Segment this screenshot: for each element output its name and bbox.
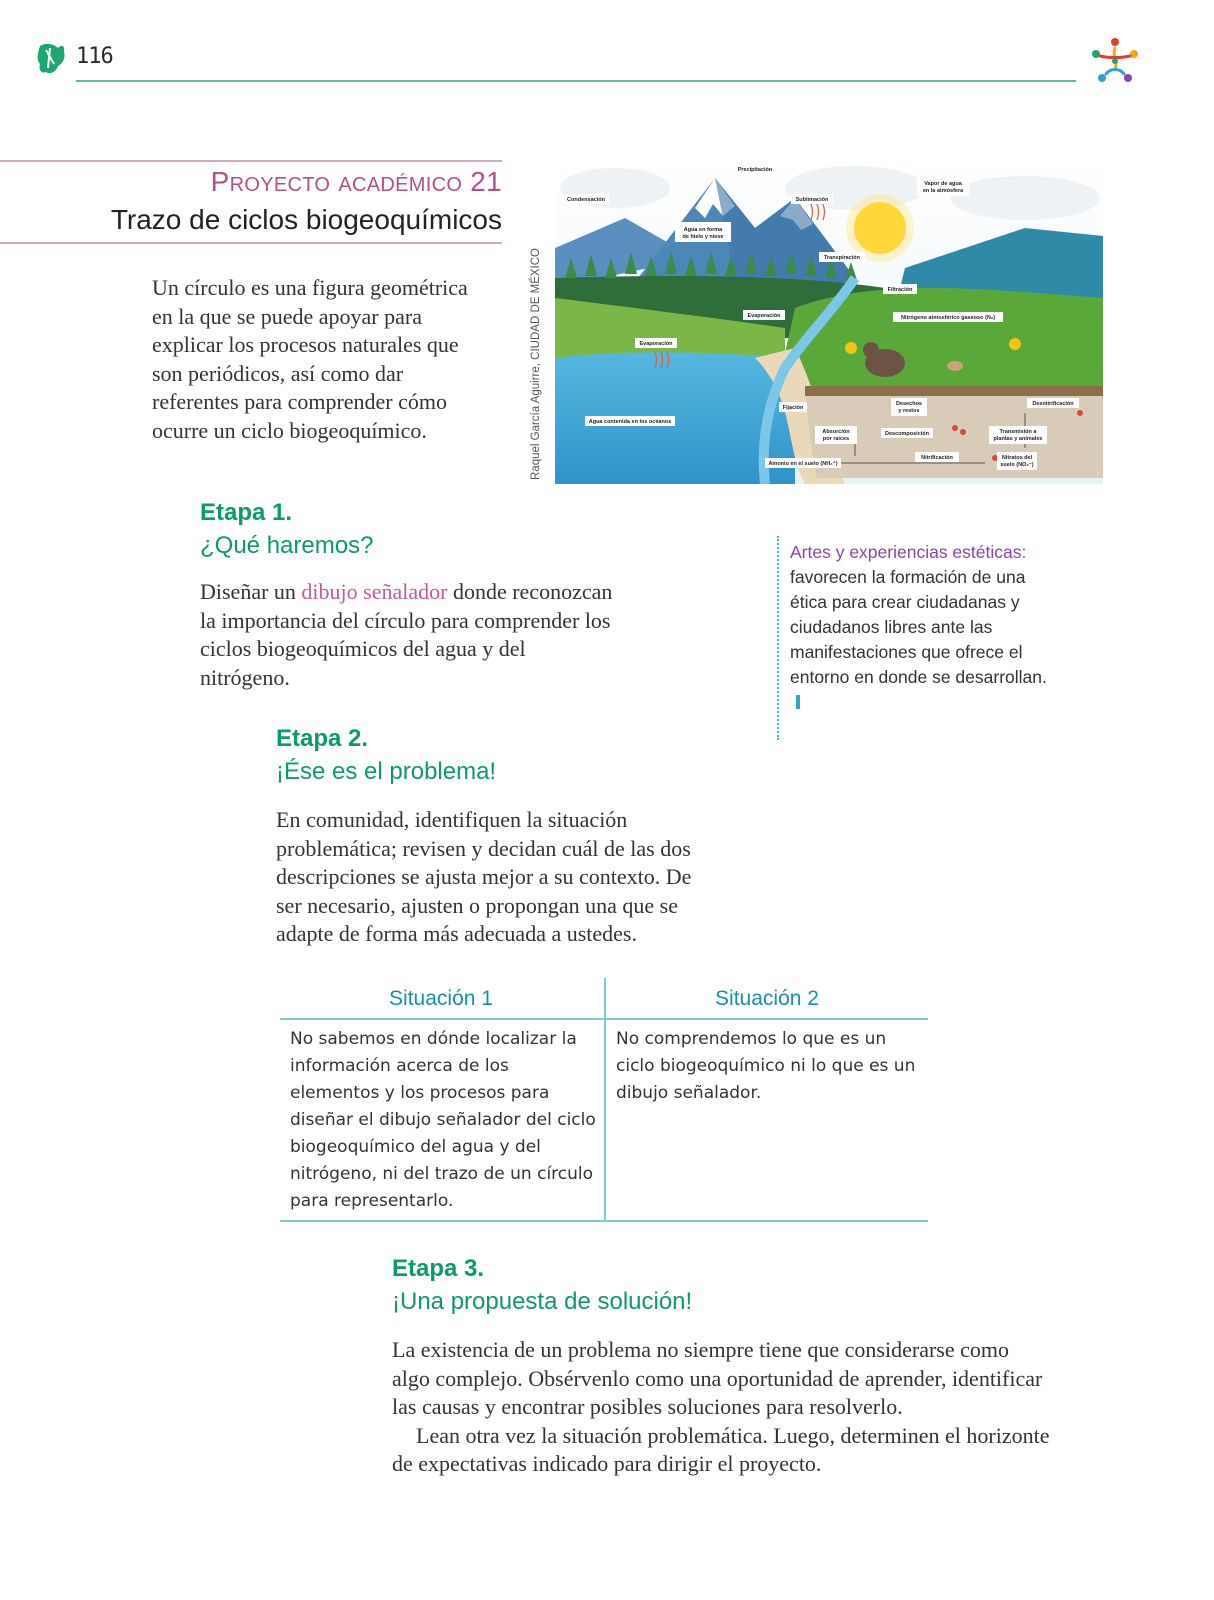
project-label: Proyecto académico 21 [210, 166, 502, 197]
header-rule [76, 80, 1076, 82]
community-logo-icon [1088, 34, 1142, 88]
label-ice-line1: Agua en forma [683, 227, 723, 233]
label-nitrification: Nitrificación [921, 455, 953, 461]
label-denitrification: Desnitrificación [1032, 401, 1074, 407]
title-top-rule [0, 160, 502, 162]
sidebar-end-mark [796, 695, 800, 709]
stage1-highlight: dibujo señalador [301, 579, 448, 604]
situation2-header: Situación 2 [715, 987, 819, 1010]
project-title: Trazo de ciclos biogeoquímicos [110, 204, 502, 235]
label-evaporation-2: Evaporación [639, 341, 673, 347]
label-transmission-line1: Transmisión a [999, 429, 1037, 435]
label-ice-line2: de hielo y nieve [682, 234, 724, 240]
intro-paragraph: Un círculo es una figura geométrica en la que se puede apoyar para explicar los procesos naturales que son periódicos, así como dar referentes para comprender cómo ocurre un ciclo biogeoquímico. [152, 275, 468, 443]
label-ammonium: Amonio en el suelo (NH₄⁺) [768, 461, 838, 467]
stage3-title: Etapa 3. [392, 1255, 485, 1282]
stage1-text-before: Diseñar un [200, 579, 302, 604]
stage1-text-after: donde reconozcan la importancia del círculo para comprender los ciclos biogeoquímicos del agua y del nitrógeno. [200, 579, 613, 690]
book-leaf-icon [36, 40, 66, 76]
label-condensation: Condensación [567, 197, 605, 203]
sidebar-note [790, 540, 1050, 715]
table-column-divider [604, 978, 606, 1222]
stage2-subtitle: ¡Ése es el problema! [276, 758, 497, 785]
stage2-paragraph: En comunidad, identifiquen la situación problemática; revisen y decidan cuál de las dos descripciones se ajusta mejor a su contexto. De ser necesario, ajusten o propongan una que se adapte de forma más adecuada a ustedes. [276, 807, 692, 946]
label-nitrogen-gas: Nitrógeno atmosférico gaseoso (N₂) [900, 315, 996, 321]
stage1-heading [200, 496, 373, 562]
label-sublimation: Sublimación [795, 197, 829, 203]
situation1-header: Situación 1 [389, 987, 493, 1010]
label-absorption-line2: por raíces [822, 436, 850, 442]
stage3-heading [392, 1252, 692, 1318]
illustration-credit: Raquel García Aguirre, CIUDAD DE MÉXICO [530, 248, 542, 480]
biogeochemical-cycle-illustration [555, 158, 1103, 484]
title-bottom-rule [0, 242, 502, 244]
situation2-text: No comprendemos lo que es un ciclo biogeoquímico ni lo que es un dibujo señalador. [616, 1029, 916, 1103]
stage2-title: Etapa 2. [276, 725, 369, 752]
label-nitrates-line1: Nitratos del [1001, 455, 1033, 461]
stage3-paragraph-1: La existencia de un problema no siempre tiene que considerarse como algo complejo. Obsérvenlo como una oportunidad de aprender, identificar las causas y encontrar posibles soluciones para resolverlo. [392, 1337, 1043, 1419]
label-filtration: Filtración [887, 287, 913, 293]
label-transpiration: Transpiración [823, 255, 861, 261]
sidebar-text: favorecen la formación de una ética para crear ciudadanas y ciudadanos libres ante las manifestaciones que ofrece el entorno en donde se desarrollan. [790, 567, 1047, 687]
label-waste-line1: Desechos [896, 401, 922, 407]
label-ocean-water: Agua contenida en los océanos [588, 419, 672, 425]
label-nitrates-line2: suelo (NO₃⁻) [1000, 462, 1034, 468]
label-waste-line2: y restos [898, 408, 920, 414]
label-transmission-line2: plantas y animales [993, 436, 1043, 442]
stage1-paragraph [200, 578, 620, 692]
sidebar-title: Artes y experiencias estéticas: [790, 542, 1027, 562]
sidebar-rule [777, 536, 779, 740]
label-fixation: Fijación [782, 405, 804, 411]
stage3-body [392, 1336, 1052, 1479]
label-vapor-line1: Vapor de agua [924, 181, 962, 187]
stage1-subtitle: ¿Qué haremos? [200, 532, 374, 559]
stage3-paragraph-2: Lean otra vez la situación problemática. Luego, determinen el horizonte de expectativas indicado para dirigir el proyecto. [392, 1422, 1050, 1476]
label-decomposition: Descomposición [884, 431, 930, 437]
stage1-title: Etapa 1. [200, 499, 293, 526]
situation1-text: No sabemos en dónde localizar la información acerca de los elementos y los procesos para diseñar el dibujo señalador del ciclo biogeoquímico del agua y del nitrógeno, ni del trazo de un círculo para representarlo. [290, 1029, 596, 1211]
situations-table [280, 982, 928, 1222]
label-vapor-line2: en la atmósfera [922, 188, 964, 194]
table-bottom-rule [280, 1220, 928, 1222]
label-absorption-line1: Absorción [822, 429, 850, 435]
label-precipitation: Precipitación [737, 167, 773, 173]
page-number: 116 [76, 44, 113, 69]
label-evaporation-1: Evaporación [747, 313, 781, 319]
stage3-subtitle: ¡Una propuesta de solución! [392, 1288, 693, 1315]
stage2-heading [276, 722, 496, 788]
